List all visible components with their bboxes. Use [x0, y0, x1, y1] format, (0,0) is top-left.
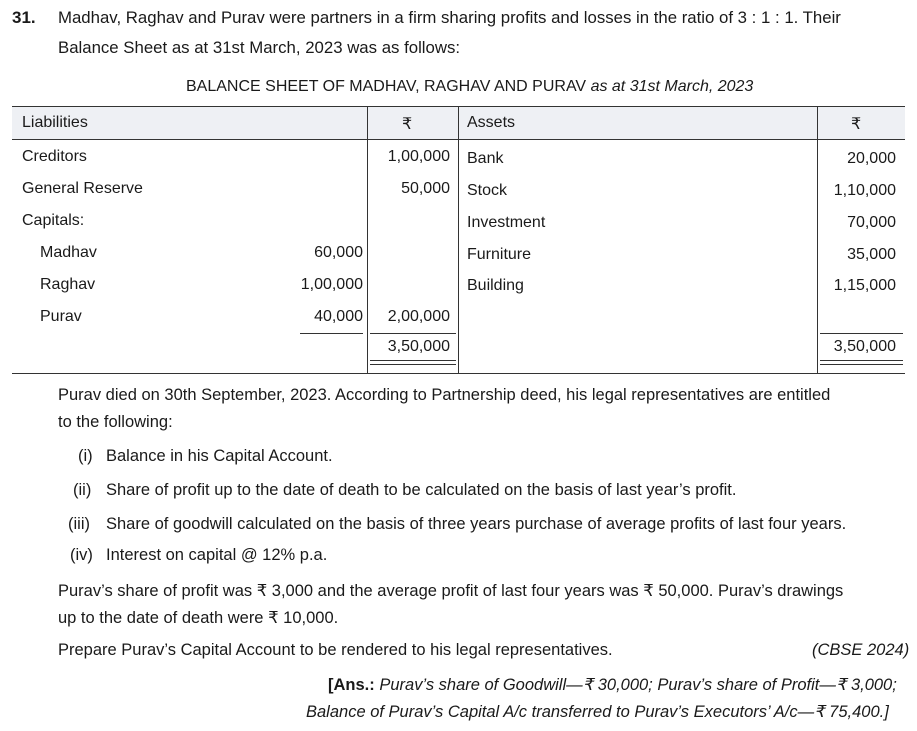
list-item-number: (iv) [70, 546, 93, 564]
asset-investment-label: Investment [467, 214, 546, 231]
source-citation: (CBSE 2024) [812, 641, 910, 659]
balance-sheet-title [186, 78, 753, 96]
question-text-line-1: Madhav, Raghav and Purav were partners in a firm sharing profits and losses in the ratio of 3 : 1 : 1. Their [58, 8, 841, 27]
answer-line-2: Balance of Purav’s Capital A/c transferred to Purav’s Executors’ A/c—₹ 75,400.] [306, 703, 889, 721]
capital-purav-label: Purav [40, 308, 82, 325]
balance-sheet-title-main: BALANCE SHEET OF MADHAV, RAGHAV AND PURAV [186, 78, 587, 95]
list-item-text: Share of goodwill calculated on the basis of three years purchase of average profits of last four years. [106, 515, 847, 533]
asset-bank-label: Bank [467, 150, 504, 167]
capital-raghav-amount: 1,00,000 [300, 276, 363, 293]
header-liabilities: Liabilities [22, 114, 88, 131]
liability-general-reserve-label: General Reserve [22, 180, 143, 197]
death-text-line-1: Purav died on 30th September, 2023. According to Partnership deed, his legal representatives are entitled [58, 386, 831, 404]
capital-madhav-amount: 60,000 [314, 244, 363, 261]
asset-stock-label: Stock [467, 182, 508, 199]
liability-creditors-amount: 1,00,000 [387, 148, 450, 165]
asset-investment-amount: 70,000 [847, 214, 896, 231]
header-assets: Assets [467, 114, 516, 131]
liabilities-total-rule-top [370, 333, 456, 334]
assets-total-amount: 3,50,000 [833, 338, 896, 355]
list-item-text: Interest on capital @ 12% p.a. [106, 546, 328, 564]
answer-label: [Ans.: [328, 676, 375, 694]
liabilities-total-rule-bottom-2 [370, 364, 456, 365]
list-item-text: Balance in his Capital Account. [106, 447, 333, 465]
header-rupee-left: ₹ [402, 116, 413, 133]
liability-creditors-label: Creditors [22, 148, 87, 165]
assets-total-rule-bottom-2 [820, 364, 903, 365]
answer-line-1 [328, 675, 897, 695]
capital-raghav-label: Raghav [40, 276, 96, 293]
header-rupee-right: ₹ [851, 116, 862, 133]
question-text-line-2: Balance Sheet as at 31st March, 2023 was as follows: [58, 38, 461, 57]
instruction-text: Prepare Purav’s Capital Account to be rendered to his legal representatives. [58, 641, 613, 659]
column-divider-left-amount [367, 106, 368, 373]
list-item-text: Share of profit up to the date of death to be calculated on the basis of last year’s profit. [106, 481, 737, 499]
list-item-number: (i) [78, 447, 93, 465]
list-item-number: (ii) [73, 481, 92, 499]
liability-capitals-total-amount: 2,00,000 [387, 308, 450, 325]
profit-text-line-2: up to the date of death were ₹ 10,000. [58, 609, 339, 627]
table-bottom-border [12, 373, 905, 374]
asset-stock-amount: 1,10,000 [833, 182, 896, 199]
question-number: 31. [12, 8, 36, 27]
capital-madhav-label: Madhav [40, 244, 97, 261]
asset-building-amount: 1,15,000 [833, 277, 896, 294]
column-divider-right-amount [817, 106, 818, 373]
asset-building-label: Building [467, 277, 524, 294]
liability-capitals-label: Capitals: [22, 212, 85, 229]
profit-text-line-1: Purav’s share of profit was ₹ 3,000 and the average profit of last four years was ₹ 50,000. Purav’s drawings [58, 582, 844, 600]
liability-general-reserve-amount: 50,000 [401, 180, 450, 197]
assets-total-rule-top [820, 333, 903, 334]
assets-total-rule-bottom-1 [820, 360, 903, 361]
asset-furniture-label: Furniture [467, 246, 532, 263]
balance-sheet-title-date: as at 31st March, 2023 [590, 78, 754, 95]
capital-purav-amount: 40,000 [314, 308, 363, 325]
asset-furniture-amount: 35,000 [847, 246, 896, 263]
column-divider-middle [458, 106, 459, 373]
answer-text-1: Purav’s share of Goodwill—₹ 30,000; Purav’s share of Profit—₹ 3,000; [379, 676, 897, 694]
death-text-line-2: to the following: [58, 413, 173, 431]
list-item-number: (iii) [68, 515, 90, 533]
capitals-subtotal-rule [300, 333, 363, 334]
liabilities-total-amount: 3,50,000 [387, 338, 450, 355]
asset-bank-amount: 20,000 [847, 150, 896, 167]
liabilities-total-rule-bottom-1 [370, 360, 456, 361]
